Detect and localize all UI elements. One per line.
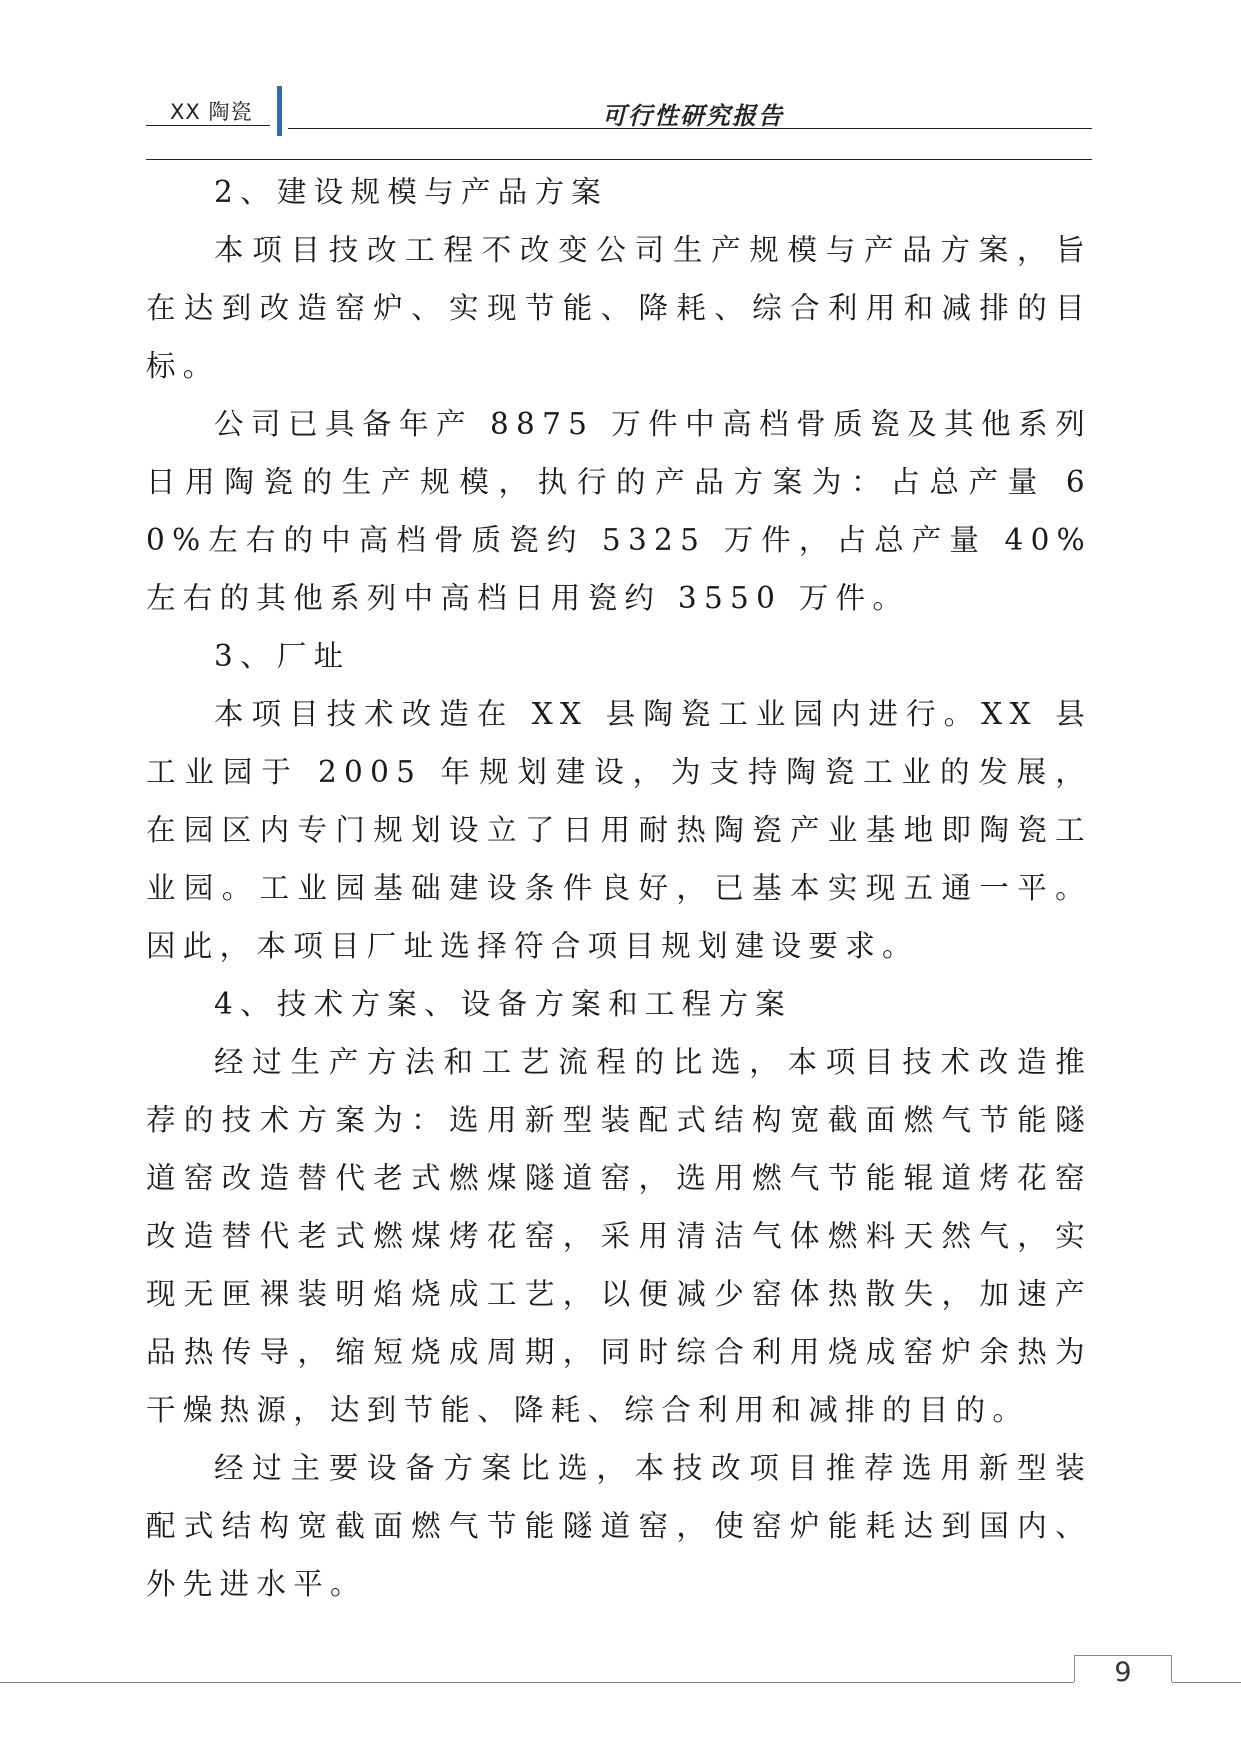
header-divider xyxy=(146,159,1092,160)
document-body xyxy=(146,163,1092,1613)
footer-rule-right xyxy=(1172,1682,1241,1683)
paragraph-scale-intro: 本项目技改工程不改变公司生产规模与产品方案，旨在达到改造窑炉、实现节能、降耗、综合利用和减排的目标。 xyxy=(146,233,1092,383)
header-report-title: 可行性研究报告 xyxy=(602,102,784,130)
footer-rule-left xyxy=(0,1682,1074,1683)
section-heading-scale: 2、建设规模与产品方案 xyxy=(214,175,609,209)
header-company-underline xyxy=(146,125,270,126)
header-title-underline xyxy=(288,128,1092,129)
paragraph-equipment-scheme: 经过主要设备方案比选，本技改项目推荐选用新型装配式结构宽截面燃气节能隧道窑，使窑炉能耗达到国内、外先进水平。 xyxy=(146,1451,1092,1601)
paragraph-technical-scheme: 经过生产方法和工艺流程的比选，本项目技术改造推荐的技术方案为：选用新型装配式结构宽截面燃气节能隧道窑改造替代老式燃煤隧道窑，选用燃气节能辊道烤花窑改造替代老式燃煤烤花窑，采用清洁气体燃料天然气，实现无匣裸装明焰烧成工艺，以便减少窑体热散失，加速产品热传导，缩短烧成周期，同时综合利用烧成窑炉余热为干燥热源，达到节能、降耗、综合利用和减排的目的。 xyxy=(146,1045,1092,1427)
header-company: XX 陶瓷 xyxy=(170,100,253,124)
page-number: 9 xyxy=(1114,1657,1132,1688)
section-heading-technical: 4、技术方案、设备方案和工程方案 xyxy=(214,987,793,1021)
paragraph-capacity: 公司已具备年产 8875 万件中高档骨质瓷及其他系列日用陶瓷的生产规模，执行的产品方案为：占总产量 60%左右的中高档骨质瓷约 5325 万件，占总产量 40%左右的其他系列中高档日用瓷约 3550 万件。 xyxy=(146,407,1092,615)
section-heading-site: 3、厂址 xyxy=(214,639,351,673)
paragraph-site: 本项目技术改造在 XX 县陶瓷工业园内进行。XX 县工业园于 2005 年规划建设，为支持陶瓷工业的发展，在园区内专门规划设立了日用耐热陶瓷产业基地即陶瓷工业园。工业园基础建设条件良好，已基本实现五通一平。因此，本项目厂址选择符合项目规划建设要求。 xyxy=(146,697,1092,963)
header-accent-bar xyxy=(277,86,282,136)
